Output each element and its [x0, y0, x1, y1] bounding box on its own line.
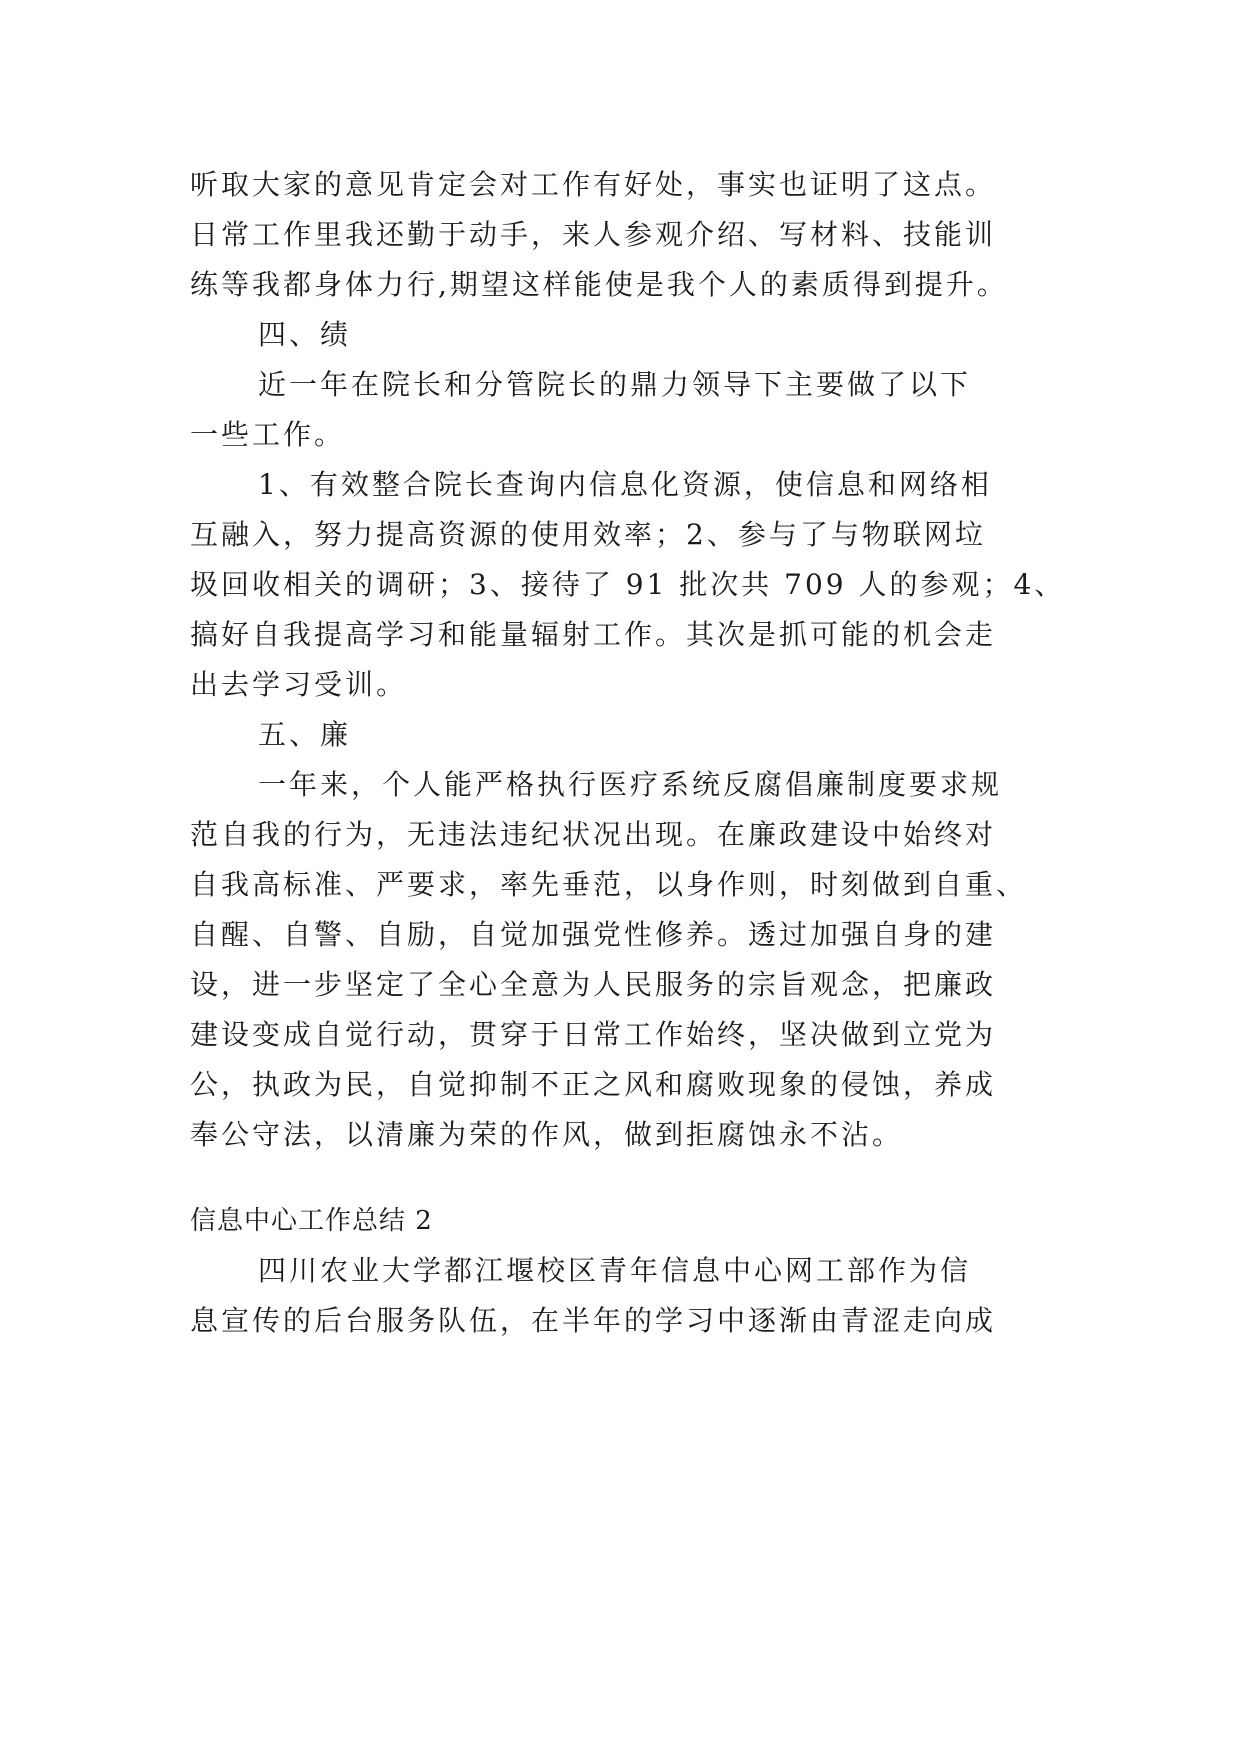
text-line: 圾回收相关的调研；3、接待了 91 批次共 709 人的参观；4、: [190, 568, 1066, 601]
section-title: 信息中心工作总结 2: [190, 1206, 433, 1236]
text-line: 自我高标准、严要求，率先垂范，以身作则，时刻做到自重、: [190, 868, 1028, 901]
paragraph-lines: [190, 160, 1070, 1160]
text-line: 自醒、自警、自励，自觉加强党性修养。透过加强自身的建: [190, 918, 997, 951]
text-line: 一些工作。: [190, 418, 346, 451]
text-line: 1、有效整合院长查询内信息化资源，使信息和网络相: [258, 468, 992, 501]
text-line: 互融入，努力提高资源的使用效率；2、参与了与物联网垃: [190, 518, 986, 551]
text-line: 近一年在院长和分管院长的鼎力领导下主要做了以下: [258, 368, 972, 401]
text-line: 息宣传的后台服务队伍，在半年的学习中逐渐由青涩走向成: [190, 1304, 997, 1337]
document-body: [190, 160, 1070, 1346]
text-line: 练等我都身体力行,期望这样能使是我个人的素质得到提升。: [190, 268, 1008, 301]
text-line: 四、绩: [258, 318, 352, 351]
text-line: 奉公守法，以清廉为荣的作风，做到拒腐蚀永不沾。: [190, 1118, 904, 1151]
text-line: 建设变成自觉行动，贯穿于日常工作始终，坚决做到立党为: [190, 1018, 997, 1051]
text-line: 日常工作里我还勤于动手，来人参观介绍、写材料、技能训: [190, 218, 997, 251]
text-line: 一年来，个人能严格执行医疗系统反腐倡廉制度要求规: [258, 768, 1003, 801]
text-line: 听取大家的意见肯定会对工作有好处，事实也证明了这点。: [190, 168, 997, 201]
section-lines: [190, 1246, 1070, 1346]
text-line: 设，进一步坚定了全心全意为人民服务的宗旨观念，把廉政: [190, 968, 997, 1001]
text-line: 公，执政为民，自觉抑制不正之风和腐败现象的侵蚀，养成: [190, 1068, 997, 1101]
text-line: 搞好自我提高学习和能量辐射工作。其次是抓可能的机会走: [190, 618, 997, 651]
text-line: 四川农业大学都江堰校区青年信息中心网工部作为信: [258, 1254, 972, 1287]
text-line: 出去学习受训。: [190, 668, 408, 701]
section-gap: [190, 1160, 1070, 1196]
text-line: 五、廉: [258, 718, 352, 751]
text-line: 范自我的行为，无违法违纪状况出现。在廉政建设中始终对: [190, 818, 997, 851]
